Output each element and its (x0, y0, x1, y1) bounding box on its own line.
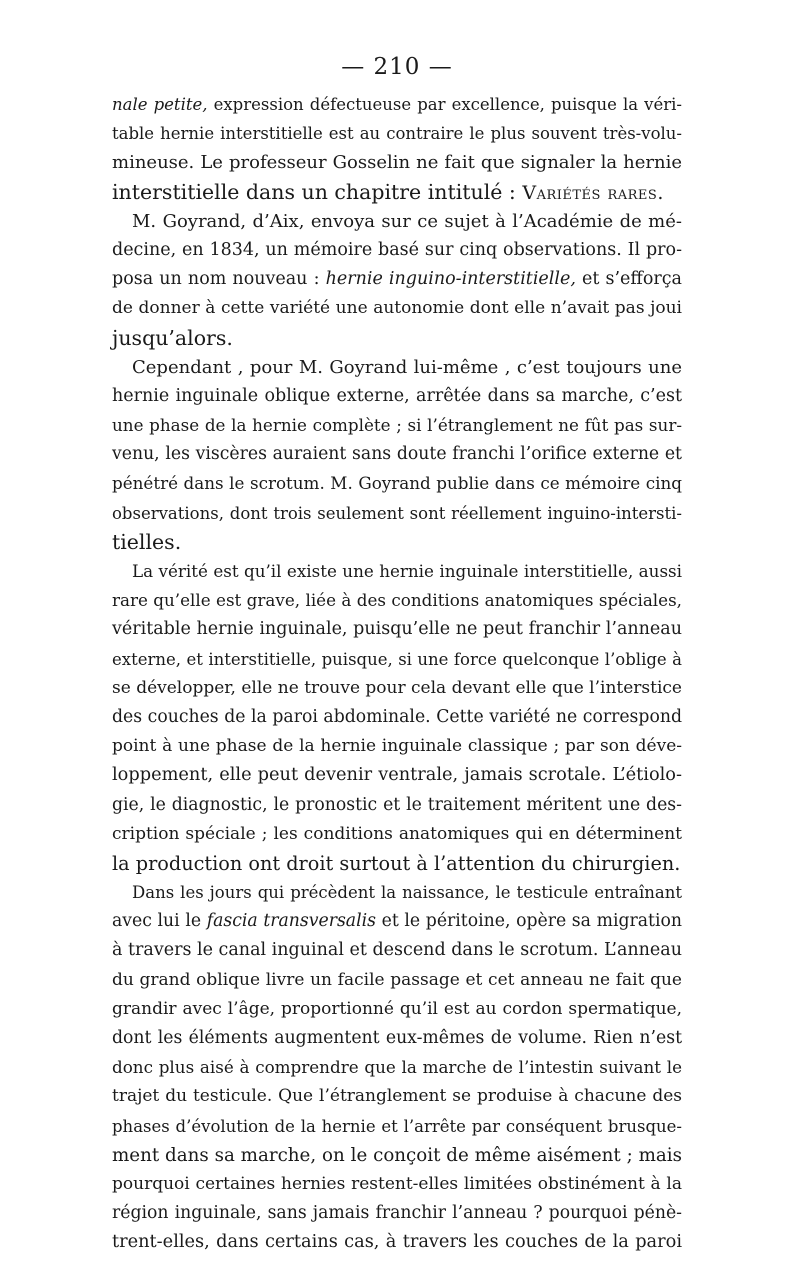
text-line (112, 90, 682, 119)
text-segment: venu, les viscères auraient sans doute franchi l’orifice externe et (112, 444, 682, 465)
text-segment: et s’efforça (575, 269, 682, 290)
text-segment: table hernie interstitielle est au contraire le plus souvent très-volu- (112, 124, 682, 144)
small-caps-text: Variétés rares. (522, 181, 664, 204)
text-line (112, 820, 682, 849)
text-line (112, 528, 682, 557)
text-segment: et le péritoine, opère sa migration (375, 911, 682, 932)
text-line (112, 645, 682, 674)
text-segment: point à une phase de la hernie inguinale classique ; par son déve- (112, 736, 682, 757)
text-segment: pénétré dans le scrotum. M. Goyrand publie dans ce mémoire cinq (112, 473, 682, 494)
text-line (112, 703, 682, 732)
text-segment: du grand oblique livre un facile passage et cet anneau ne fait que (112, 969, 682, 990)
text-line (112, 907, 682, 936)
text-line (112, 995, 682, 1024)
text-segment: M. Goyrand, d’Aix, envoya sur ce sujet à l’Académie de mé- (132, 210, 682, 232)
text-segment: région inguinale, sans jamais franchir l’anneau ? pourquoi pénè- (112, 1203, 682, 1224)
text-segment: ment dans sa marche, on le conçoit de même aisément ; mais (112, 1144, 682, 1166)
text-segment: dont les éléments augmentent eux-mêmes de volume. Rien n’est (112, 1028, 682, 1048)
text-segment: tielles. (112, 529, 182, 554)
text-line (112, 324, 682, 353)
text-line (112, 265, 682, 294)
text-segment: grandir avec l’âge, proportionné qu’il est au cordon spermatique, (112, 998, 682, 1019)
text-line (112, 499, 682, 528)
text-segment: à travers le canal inguinal et descend dans le scrotum. L’anneau (112, 940, 682, 961)
text-segment: phases d’évolution de la hernie et l’arrête par conséquent brusque- (112, 1116, 682, 1136)
text-segment: loppement, elle peut devenir ventrale, jamais scrotale. L’étiolo- (112, 765, 682, 786)
text-line (112, 732, 682, 761)
text-segment: hernie inguinale oblique externe, arrêtée dans sa marche, c’est (112, 385, 682, 406)
book-page (112, 54, 682, 1258)
text-line (112, 1024, 682, 1053)
text-line (112, 119, 682, 148)
text-segment: jusqu’alors. (112, 325, 233, 350)
text-line (112, 615, 682, 644)
text-line (112, 849, 682, 878)
text-segment: véritable hernie inguinale, puisqu’elle ne peut franchir l’anneau (112, 619, 682, 640)
text-segment: donc plus aisé à comprendre que la marche de l’intestin suivant le (112, 1057, 682, 1078)
text-line (112, 178, 682, 207)
text-line (112, 207, 682, 236)
text-line (112, 1082, 682, 1111)
text-line (112, 557, 682, 586)
text-segment: pourquoi certaines hernies restent-elles limitées obstinément à la (112, 1173, 682, 1194)
body-text (112, 90, 682, 1258)
page-number: — 210 — (341, 54, 453, 80)
text-line (112, 966, 682, 995)
text-segment: Cependant , pour M. Goyrand lui-même , c’est toujours une (132, 356, 682, 378)
text-segment: mineuse. Le professeur Gosselin ne fait que signaler la hernie (112, 152, 682, 174)
text-line (112, 294, 682, 323)
text-line (112, 674, 682, 703)
text-line (112, 1053, 682, 1082)
italic-text: fascia transversalis (206, 911, 376, 932)
text-line (112, 469, 682, 498)
text-segment: observations, dont trois seulement sont réellement inguino-intersti- (112, 503, 682, 523)
text-segment: trent-elles, dans certains cas, à travers les couches de la paroi (112, 1232, 682, 1253)
text-line (112, 878, 682, 907)
text-line (112, 236, 682, 265)
text-line (112, 1141, 682, 1170)
text-segment: posa un nom nouveau : (112, 269, 326, 290)
text-segment: expression défectueuse par excellence, puisque la véri- (207, 95, 682, 114)
text-segment: rare qu’elle est grave, liée à des conditions anatomiques spéciales, (112, 590, 682, 611)
italic-text: nale petite, (112, 95, 208, 114)
text-segment: interstitielle dans un chapitre intitulé : (112, 179, 523, 204)
text-line (112, 1199, 682, 1228)
text-line (112, 1112, 682, 1141)
text-line (112, 353, 682, 382)
text-segment: trajet du testicule. Que l’étranglement se produise à chacune des (112, 1086, 682, 1107)
text-line (112, 761, 682, 790)
text-line (112, 411, 682, 440)
text-segment: gie, le diagnostic, le pronostic et le traitement méritent une des- (112, 794, 682, 815)
text-line (112, 382, 682, 411)
text-segment: Dans les jours qui précèdent la naissance, le testicule entraînant (132, 883, 682, 903)
text-segment: la production ont droit surtout à l’attention du chirurgien. (112, 851, 681, 875)
italic-text: hernie inguino-interstitielle, (325, 269, 576, 290)
text-segment: cription spéciale ; les conditions anatomiques qui en déterminent (112, 823, 682, 844)
text-segment: de donner à cette variété une autonomie dont elle n’avait pas joui (112, 298, 682, 319)
text-line (112, 148, 682, 177)
text-segment: externe, et interstitielle, puisque, si une force quelconque l’oblige à (112, 649, 682, 669)
text-line (112, 586, 682, 615)
text-segment: une phase de la hernie complète ; si l’étranglement ne fût pas sur- (112, 415, 682, 436)
text-segment: avec lui le (112, 911, 207, 932)
text-segment: des couches de la paroi abdominale. Cette variété ne correspond (112, 706, 682, 727)
text-segment: decine, en 1834, un mémoire basé sur cinq observations. Il pro- (112, 239, 682, 260)
text-line (112, 1170, 682, 1199)
text-segment: se développer, elle ne trouve pour cela devant elle que l’interstice (112, 677, 682, 698)
text-segment: La vérité est qu’il existe une hernie inguinale interstitielle, aussi (132, 561, 682, 581)
text-line (112, 440, 682, 469)
text-line (112, 1228, 682, 1257)
text-line (112, 936, 682, 965)
text-line (112, 791, 682, 820)
